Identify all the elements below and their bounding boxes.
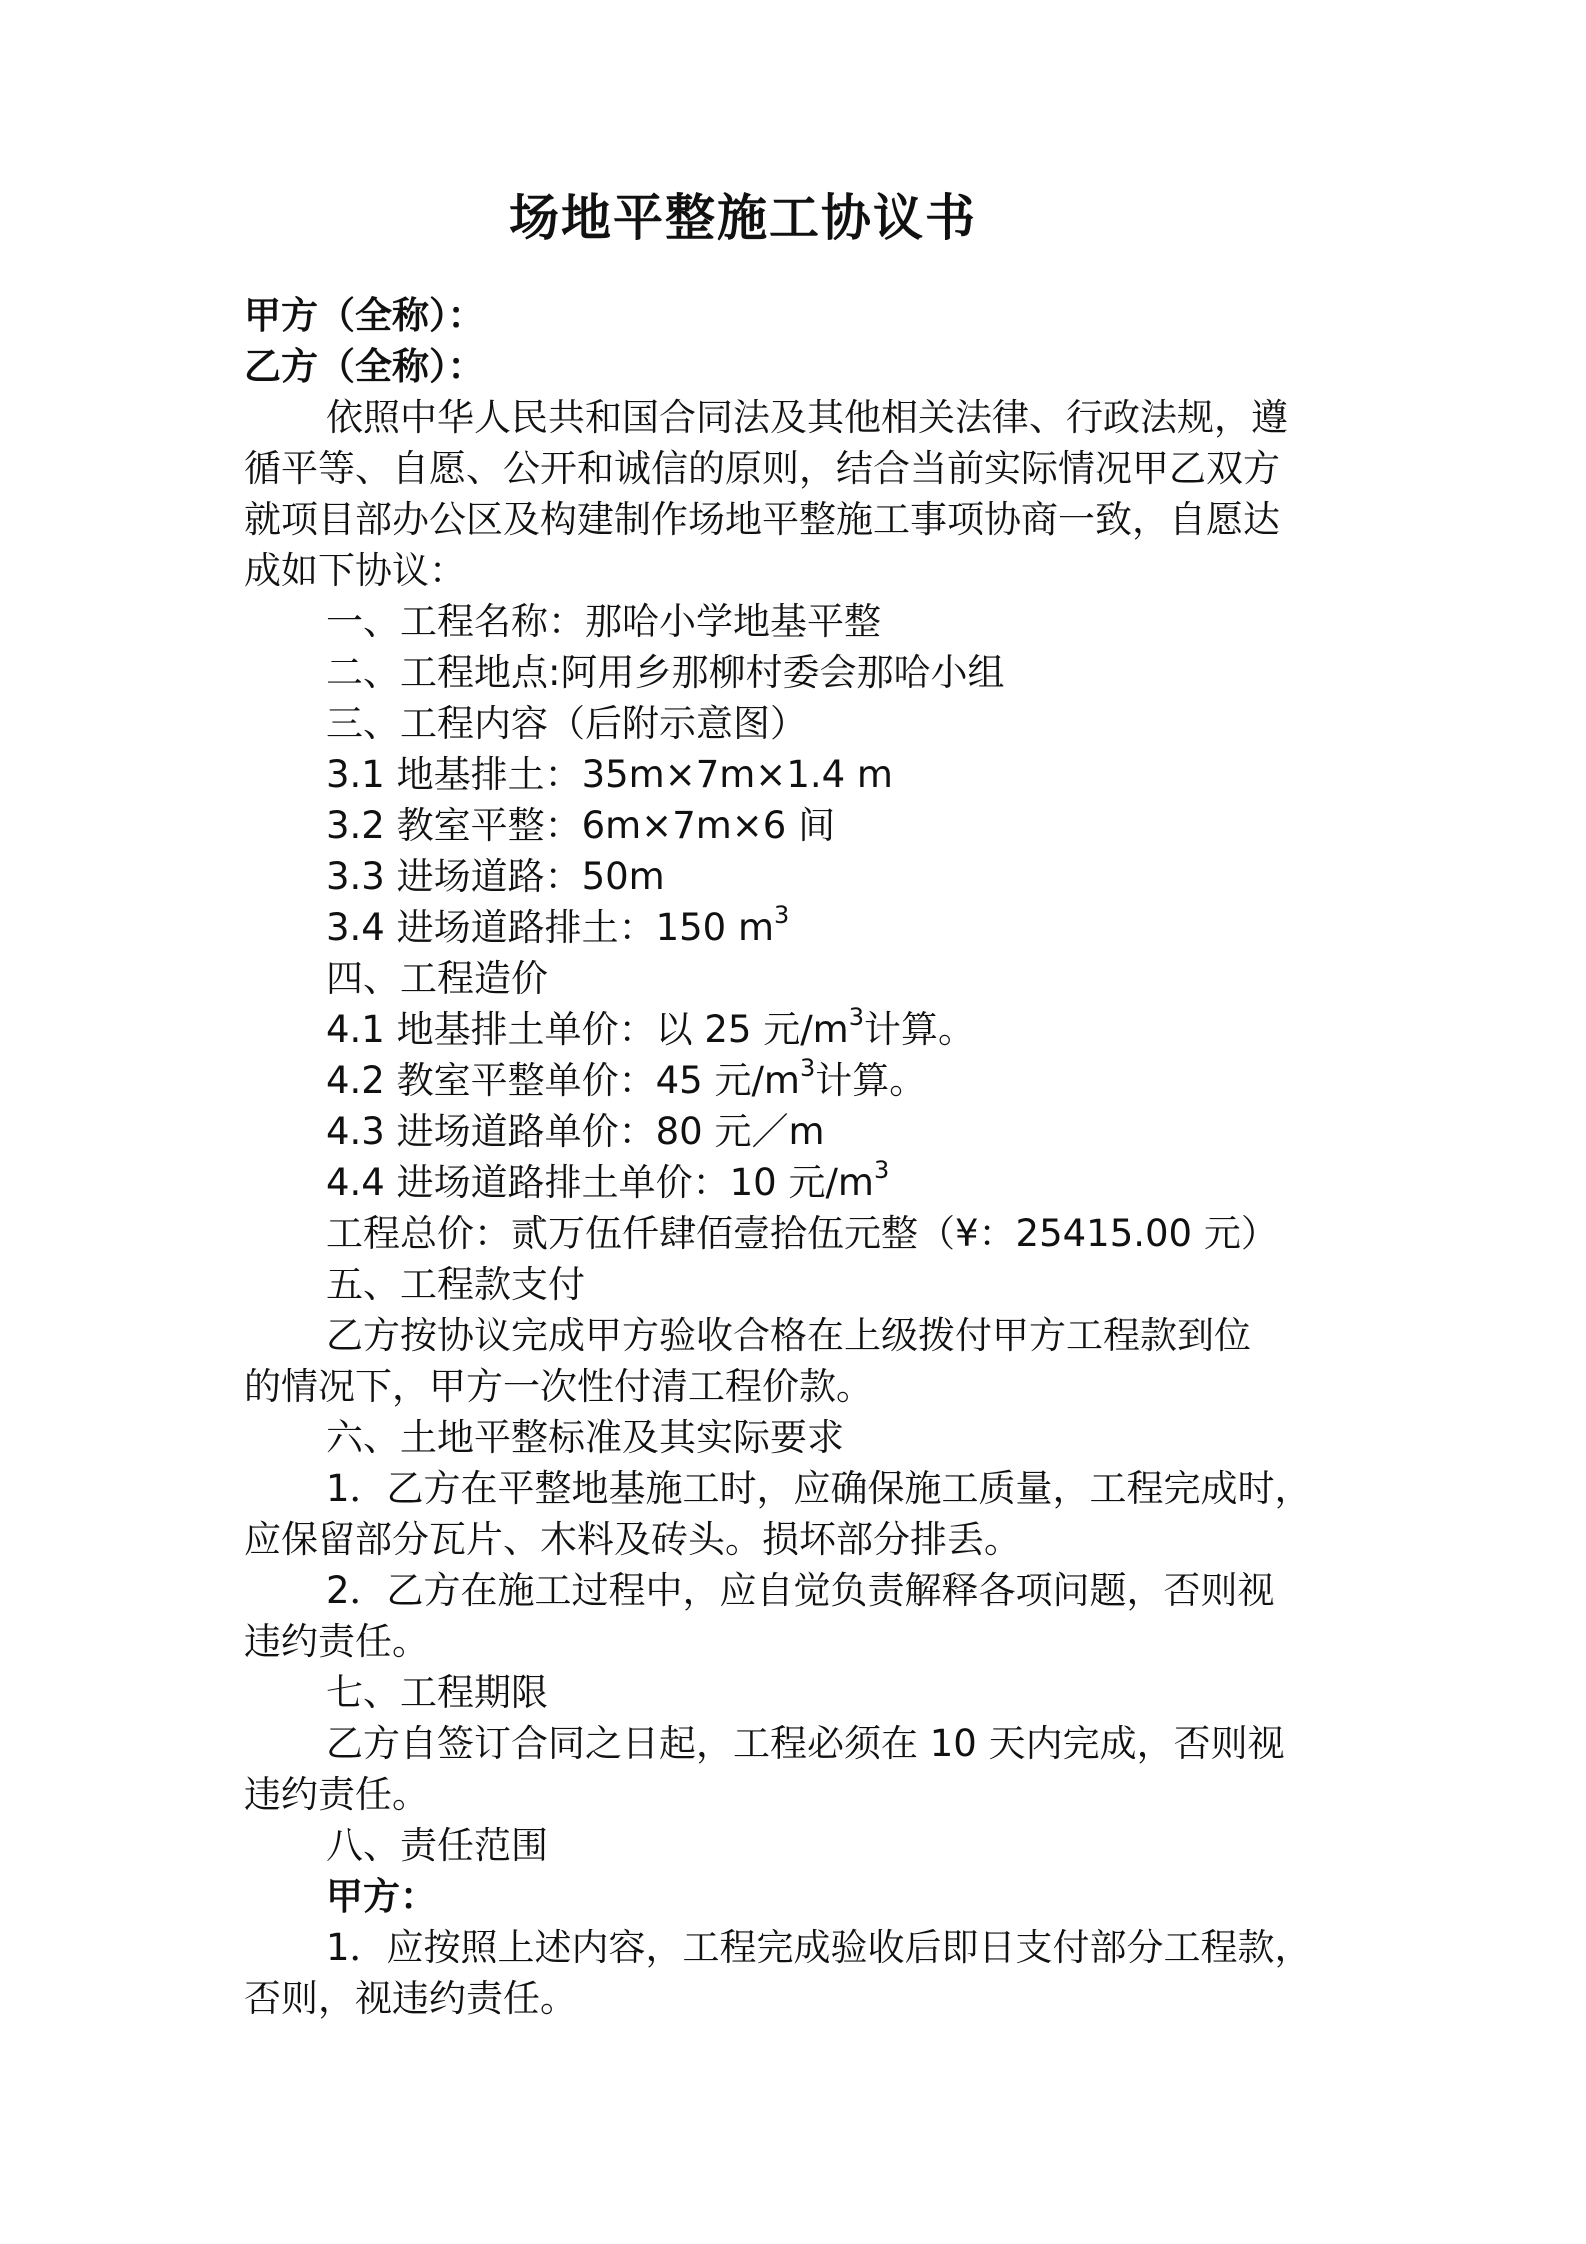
payment-text-line-2: 的情况下，甲方一次性付清工程价款。 — [244, 1365, 873, 1408]
intro-line-4: 成如下协议： — [244, 549, 466, 592]
item-4-2-sup: 3 — [799, 1053, 816, 1082]
standard-1-line-1: 1．乙方在平整地基施工时，应确保施工质量，工程完成时， — [326, 1467, 1312, 1510]
item-4-1 — [244, 1004, 1364, 1055]
section-7-duration: 七、工程期限 — [326, 1671, 548, 1714]
standard-2-line-1: 2．乙方在施工过程中，应自觉负责解释各项问题，否则视 — [326, 1569, 1275, 1612]
duration-line-2: 违约责任。 — [244, 1773, 429, 1816]
section-8-responsibility: 八、责任范围 — [326, 1824, 548, 1867]
item-4-2-text: 4.2 教室平整单价：45 元/m — [326, 1059, 800, 1102]
item-4-1-text: 4.1 地基排土单价：以 25 元/m — [326, 1008, 849, 1051]
item-4-3: 4.3 进场道路单价：80 元／m — [326, 1110, 825, 1153]
item-4-4 — [244, 1157, 1364, 1208]
intro-line-3: 就项目部办公区及构建制作场地平整施工事项协商一致，自愿达 — [244, 498, 1280, 541]
item-3-4-sup: 3 — [774, 900, 790, 929]
item-3-1: 3.1 地基排土：35m×7m×1.4 m — [326, 753, 893, 796]
document-title: 场地平整施工协议书 — [509, 189, 977, 247]
intro-line-2: 循平等、自愿、公开和诚信的原则，结合当前实际情况甲乙双方 — [244, 447, 1280, 490]
item-4-4-text: 4.4 进场道路排土单价：10 元/m — [326, 1161, 874, 1204]
document-body — [244, 290, 1364, 2024]
payment-text-line-1: 乙方按协议完成甲方验收合格在上级拨付甲方工程款到位 — [326, 1314, 1251, 1357]
item-3-4-text: 3.4 进场道路排土：150 m — [326, 906, 775, 949]
section-4-project-cost: 四、工程造价 — [326, 957, 548, 1000]
standard-2-line-2: 违约责任。 — [244, 1620, 429, 1663]
responsibility-party-a-label: 甲方： — [326, 1875, 437, 1918]
total-price: 工程总价：贰万伍仟肆佰壹拾伍元整（¥：25415.00 元） — [326, 1212, 1278, 1255]
item-3-2: 3.2 教室平整：6m×7m×6 间 — [326, 804, 836, 847]
item-3-3: 3.3 进场道路：50m — [326, 855, 665, 898]
item-4-2 — [244, 1055, 1364, 1106]
duration-line-1: 乙方自签订合同之日起，工程必须在 10 天内完成，否则视 — [326, 1722, 1285, 1765]
item-4-4-sup: 3 — [873, 1155, 890, 1184]
responsibility-1-line-2: 否则，视违约责任。 — [244, 1977, 577, 2020]
item-4-1-sup: 3 — [848, 1002, 864, 1031]
section-1-project-name: 一、工程名称：那哈小学地基平整 — [326, 600, 881, 643]
party-b-label: 乙方（全称）： — [244, 345, 485, 388]
section-6-standards: 六、土地平整标准及其实际要求 — [326, 1416, 844, 1459]
section-2-project-location: 二、工程地点:阿用乡那柳村委会那哈小组 — [326, 651, 1005, 694]
section-5-payment: 五、工程款支付 — [326, 1263, 585, 1306]
standard-1-line-2: 应保留部分瓦片、木料及砖头。损坏部分排丢。 — [244, 1518, 1021, 1561]
item-4-1-suffix: 计算。 — [864, 1008, 975, 1051]
item-4-2-suffix: 计算。 — [815, 1059, 927, 1102]
section-3-project-content: 三、工程内容（后附示意图） — [326, 702, 807, 745]
responsibility-1-line-1: 1．应按照上述内容，工程完成验收后即日支付部分工程款， — [326, 1926, 1312, 1969]
item-3-4 — [244, 902, 1364, 953]
party-a-label: 甲方（全称）： — [244, 294, 485, 337]
intro-line-1: 依照中华人民共和国合同法及其他相关法律、行政法规，遵 — [326, 396, 1288, 439]
